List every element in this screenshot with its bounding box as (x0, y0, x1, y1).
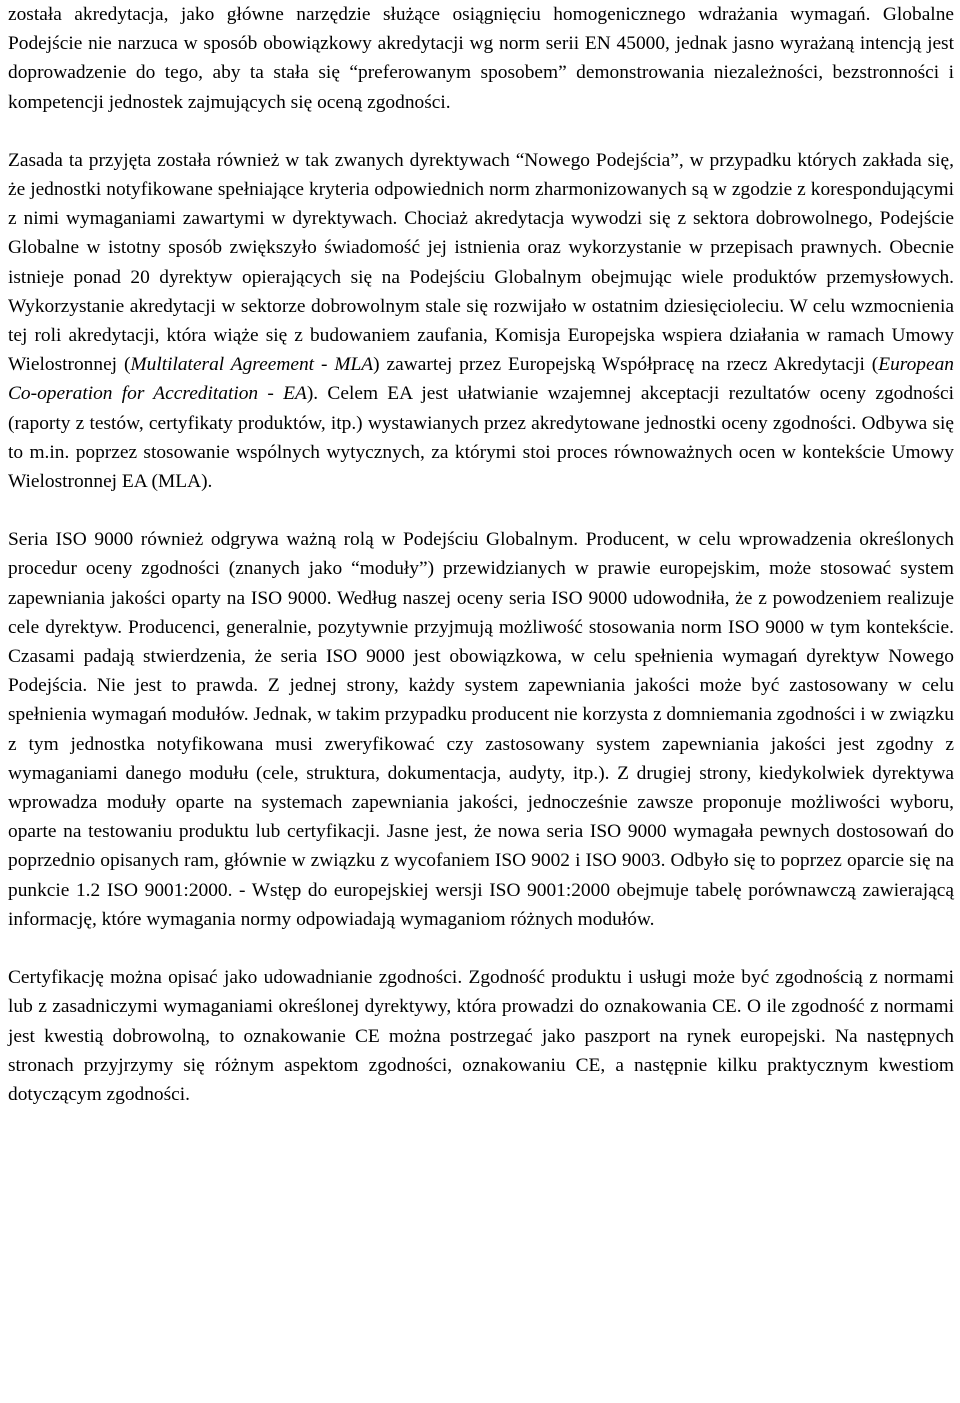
italic-term-mla: MLA (334, 354, 374, 376)
paragraph-accreditation-intro (8, 0, 954, 117)
document-page (8, 0, 954, 1109)
paragraph-text: ). Celem EA jest ułatwianie wzajemnej akceptacji rezultatów oceny zgodności (raporty z testów, certyfikaty produktów, itp.) wystawianych przez akredytowane jednostki oceny zgodności. Odbywa się to m.in. poprzez stosowanie wspólnych wytycznych, za którymi stoi proces równoważnych ocen w kontekście Umowy Wielostronnej EA (MLA). (8, 383, 954, 493)
paragraph-certification (8, 963, 954, 1109)
paragraph-iso-9000 (8, 525, 954, 934)
paragraph-text: Zasada ta przyjęta została również w tak zwanych dyrektywach “Nowego Podejścia”, w przypadku których zakłada się, że jednostki notyfikowane spełniające kryteria odpowiednich norm zharmonizowanych są w zgodzie z korespondującymi z nimi wymaganiami zawartymi w dyrektywach. Chociaż akredytacja wywodzi się z sektora dobrowolnego, Podejście Globalne w istotny sposób zwiększyło świadomość jej istnienia oraz wykorzystanie w przepisach prawnych. Obecnie istnieje ponad 20 dyrektyw opierających się na Podejściu Globalnym obejmując wiele produktów przemysłowych. Wykorzystanie akredytacji w sektorze dobrowolnym stale się rozwijało w ostatnim dziesięcioleciu. W celu wzmocnienia tej roli akredytacji, która wiąże się z budowaniem zaufania, Komisja Europejska wspiera działania w ramach Umowy Wielostronnej ( (8, 149, 954, 376)
paragraph-text: - (314, 354, 335, 376)
paragraph-text: została akredytacja, jako główne narzędzie służące osiągnięciu homogenicznego wdrażania wymagań. Globalne Podejście nie narzuca w sposób obowiązkowy akredytacji wg norm serii EN 45000, jednak jasno wyrażaną intencją jest doprowadzenie do tego, aby ta stała się “preferowanym sposobem” demonstrowania niezależności, bezstronności i kompetencji jednostek zajmujących się oceną zgodności. (8, 4, 954, 113)
italic-term-european-cooperation: European Co-operation for Accreditation - EA (8, 354, 955, 405)
paragraph-text: Certyfikację można opisać jako udowadnianie zgodności. Zgodność produktu i usługi może być zgodnością z normami lub z zasadniczymi wymaganiami określonej dyrektywy, która prowadzi do oznakowania CE. O ile zgodność z normami jest kwestią dobrowolną, to oznakowanie CE można postrzegać jako paszport na rynek europejski. Na następnych stronach przyjrzymy się różnym aspektom zgodności, oznakowaniu CE, a następnie kilku praktycznym kwestiom dotyczącym zgodności. (8, 967, 954, 1105)
paragraph-new-approach (8, 146, 954, 496)
paragraph-text: ) zawartej przez Europejską Współpracę na rzecz Akredytacji ( (373, 354, 879, 376)
italic-term-multilateral-agreement: Multilateral Agreement (130, 354, 315, 376)
paragraph-text: Seria ISO 9000 również odgrywa ważną rolą w Podejściu Globalnym. Producent, w celu wprowadzenia określonych procedur oceny zgodności (znanych jako “moduły”) przewidzianych w prawie europejskim, może stosować system zapewniania jakości oparty na ISO 9000. Według naszej oceny seria ISO 9000 udowodniła, że z powodzeniem realizuje cele dyrektyw. Producenci, generalnie, pozytywnie przyjmują możliwość stosowania norm ISO 9000 w tym kontekście. Czasami padają stwierdzenia, że seria ISO 9000 jest obowiązkowa, w celu spełnienia wymagań dyrektyw Nowego Podejścia. Nie jest to prawda. Z jednej strony, każdy system zapewniania jakości może być zastosowany w celu spełnienia wymagań modułów. Jednak, w takim przypadku producent nie korzysta z domniemania zgodności i w związku z tym jednostka notyfikowana musi zweryfikować czy zastosowany system zapewniania jakości jest zgodny z wymaganiami danego modułu (cele, struktura, dokumentacja, audyty, itp.). Z drugiej strony, kiedykolwiek dyrektywa wprowadza moduły oparte na systemach zapewniania jakości, jednocześnie zawsze proponuje możliwości wyboru, oparte na testowaniu produktu lub certyfikacji. Jasne jest, że nowa seria ISO 9000 wymagała pewnych dostosowań do poprzednio opisanych ram, głównie w związku z wycofaniem ISO 9002 i ISO 9003. Odbyło się to poprzez oparcie się na punkcie 1.2 ISO 9001:2000. - Wstęp do europejskiej wersji ISO 9001:2000 obejmuje tabelę porównawczą zawierającą informację, które wymagania normy odpowiadają wymaganiom różnych modułów. (8, 529, 954, 930)
